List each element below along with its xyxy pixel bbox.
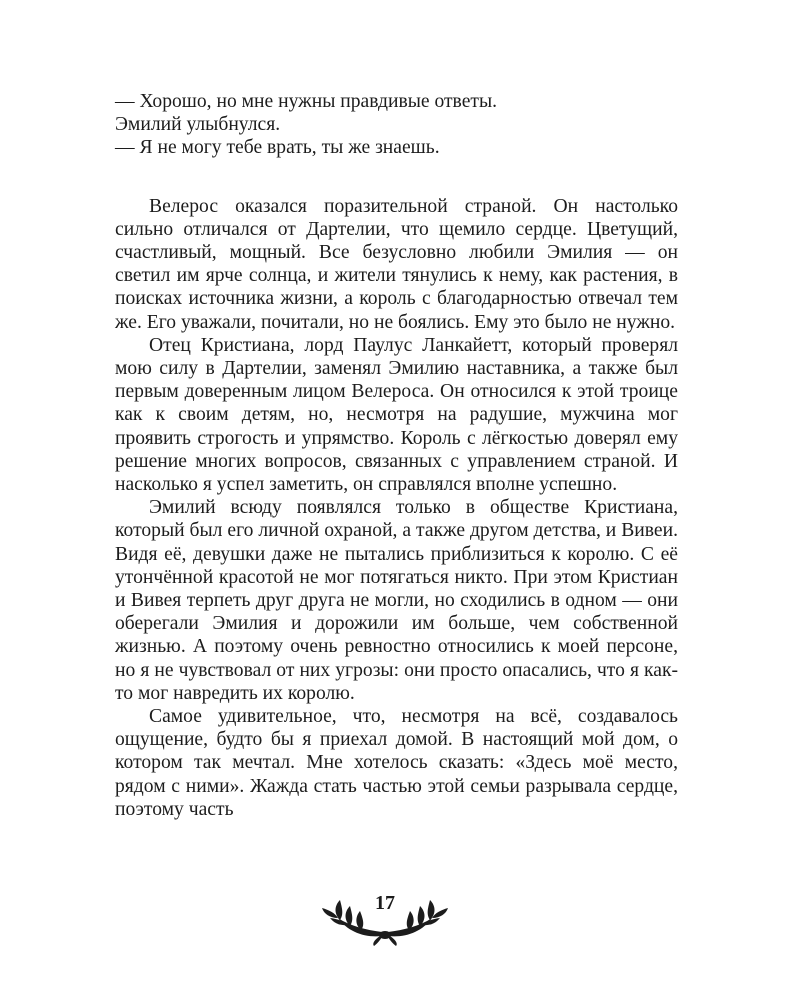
page-number: 17: [375, 892, 395, 914]
paragraph: Самое удивительное, что, несмотря на всё, создавалось ощущение, будто бы я приехал домой. В настоящий мой дом, о котором так мечтал. Мне хотелось сказать: «Здесь моё место, рядом с ними». Жажда стать частью этой семьи разрывала сердце, поэтому часть: [115, 706, 678, 820]
dialogue-line: Эмилий улыбнулся.: [115, 114, 281, 136]
paragraph: Отец Кристиана, лорд Паулус Ланкайетт, который проверял мою силу в Дартелии, заменял Эмилию наставника, а также был первым доверенным лицом Велероса. Он относился к этой троице как к своим детям, но, несмотря на радушие, мужчина мог проявить строгость и упрямство. Король с лёгкостью доверял ему решение многих вопросов, связанных с управлением страной. И насколько я успел заметить, он справлялся вполне успешно.: [115, 334, 678, 496]
dialogue-line: — Хорошо, но мне нужны правдивые ответы.: [115, 91, 498, 112]
body-text: [115, 90, 678, 821]
page-footer: [310, 888, 460, 948]
paragraph: Эмилий всюду появлялся только в обществе Кристиана, который был его личной охраной, а также другом детства, и Вивеи. Видя её, девушки даже не пытались приблизиться к королю. С её утончённой красотой не мог потягаться никто. При этом Кристиан и Вивея терпеть друг друга не могли, но сходились в одном — они оберегали Эмилия и дорожили им больше, чем собственной жизнью. А поэтому очень ревностно относились к моей персоне, но я не чувствовал от них угрозы: они просто опасались, что я как-то мог навредить их королю.: [115, 497, 678, 704]
section-break: [115, 160, 678, 195]
paragraph: Велерос оказался поразительной страной. Он настолько сильно отличался от Дартелии, что щемило сердце. Цветущий, счастливый, мощный. Все безусловно любили Эмилия — он светил им ярче солнца, и жители тянулись к нему, как растения, в поисках источника жизни, а король с благодарностью отвечал тем же. Его уважали, почитали, но не боялись. Ему это было не нужно.: [115, 195, 678, 333]
dialogue-line: — Я не могу тебе врать, ты же знаешь.: [115, 137, 440, 159]
